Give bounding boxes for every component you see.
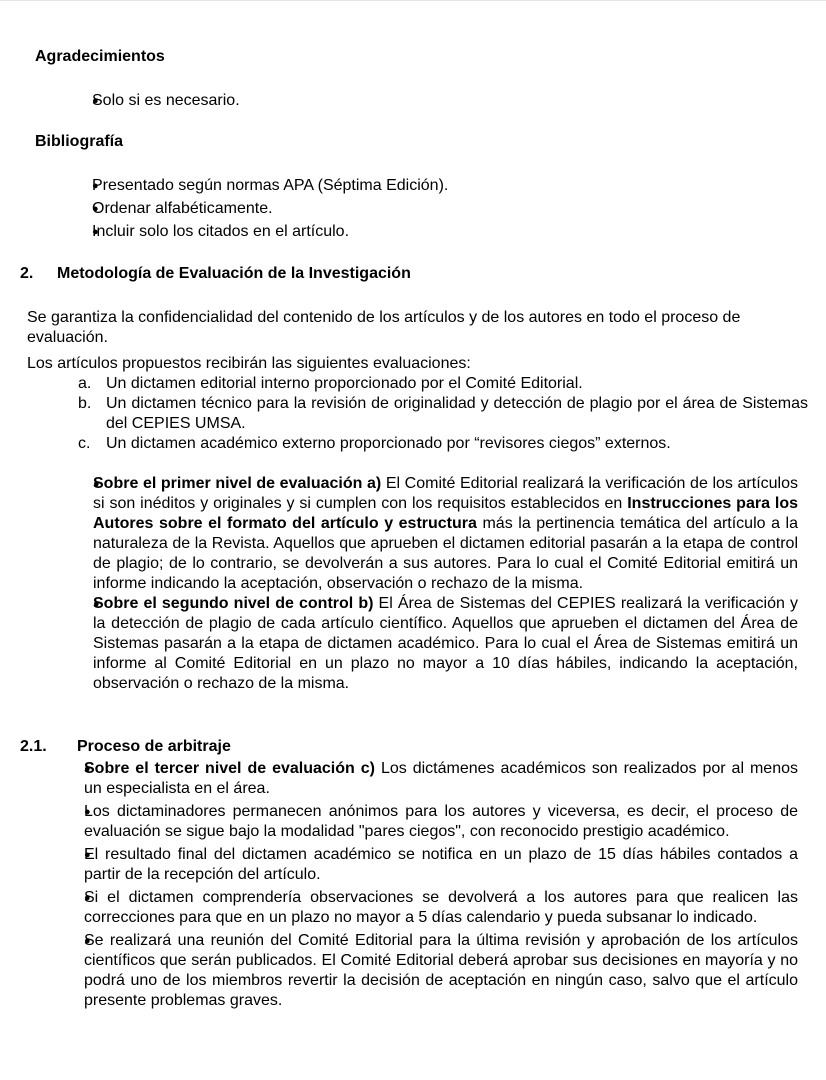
list-item: a. Un dictamen editorial interno proporcionado por el Comité Editorial. <box>78 375 583 392</box>
heading-agradecimientos: Agradecimientos <box>35 48 165 65</box>
evaluations-list <box>78 374 808 454</box>
list-item: c. Un dictamen académico externo proporcionado por “revisores ciegos” externos. <box>78 435 671 452</box>
list-item: ● Se realizará una reunión del Comité Editorial para la última revisión y aprobación de los artículos científicos que serán publicados. El Comité Editorial deberá aprobar sus decisiones en mayoría y no podrá uno de los miembros revertir la decisión de aceptación en ningún caso, salvo que el artículo presente problemas graves. <box>58 931 798 1011</box>
list-item: ● Solo si es necesario. <box>64 91 764 111</box>
subsection-number: 2.1. <box>20 738 47 755</box>
list-item: ● El resultado final del dictamen académico se notifica en un plazo de 15 días hábiles contados a partir de la recepción del artículo. <box>58 845 798 885</box>
list-item: b. Un dictamen técnico para la revisión de originalidad y detección de plagio por el área de Sistemas del CEPIES UMSA. <box>78 395 808 432</box>
list-item: ● Si el dictamen comprendería observaciones se devolverá a los autores para que realicen las correcciones para que en un plazo no mayor a 5 días calendario y pueda subsanar lo indicado. <box>58 888 798 928</box>
list-item: ● Los dictaminadores permanecen anónimos para los autores y viceversa, es decir, el proceso de evaluación se sigue bajo la modalidad "pares ciegos", con reconocido prestigio académico. <box>58 802 798 842</box>
list-item: ● Sobre el tercer nivel de evaluación c) Los dictámenes académicos son realizados por al menos un especialista en el área. <box>58 759 798 799</box>
list-item: ● Sobre el segundo nivel de control b) El Área de Sistemas del CEPIES realizará la verificación y la detección de plagio de cada artículo científico. Aquellos que aprueben el dictamen del Área de Sistemas pasarán a la etapa de dictamen académico. Para lo cual el Área de Sistemas emitirá un informe al Comité Editorial en un plazo no mayor a 10 días hábiles, indicando la aceptación, observación o rechazo de la misma. <box>78 594 798 694</box>
list-item: ● Sobre el primer nivel de evaluación a) El Comité Editorial realizará la verificación de los artículos si son inéditos y originales y si cumplen con los requisitos establecidos en Instrucciones para los Autores sobre el formato del artículo y estructura más la pertinencia temática del artículo a la naturaleza de la Revista. Aquellos que aprueben el dictamen editorial pasarán a la etapa de control de plagio; de lo contrario, se devolverán a sus autores. Para lo cual el Comité Editorial emitirá un informe indicando la aceptación, observación o rechazo de la misma. <box>78 474 798 594</box>
paragraph-confidencialidad: Se garantiza la confidencialidad del contenido de los artículos y de los autores en todo el proceso de evaluación. <box>27 309 741 346</box>
list-item: ● Presentado según normas APA (Séptima Edición). <box>64 176 784 196</box>
bibliografia-list <box>64 176 784 242</box>
section-number: 2. <box>20 265 34 282</box>
section-title: Metodología de Evaluación de la Investigación <box>57 265 411 282</box>
heading-bibliografia: Bibliografía <box>35 133 124 150</box>
agradecimientos-list <box>64 91 764 111</box>
subsection-title: Proceso de arbitraje <box>77 738 231 755</box>
paragraph-evaluaciones: Los artículos propuestos recibirán las siguientes evaluaciones: <box>27 355 471 372</box>
evaluation-levels-list <box>78 474 798 694</box>
list-item: ● Incluir solo los citados en el artículo. <box>64 222 784 242</box>
list-item: ● Ordenar alfabéticamente. <box>64 199 784 219</box>
arbitraje-list <box>58 759 798 1011</box>
page-top-border <box>0 0 826 1</box>
